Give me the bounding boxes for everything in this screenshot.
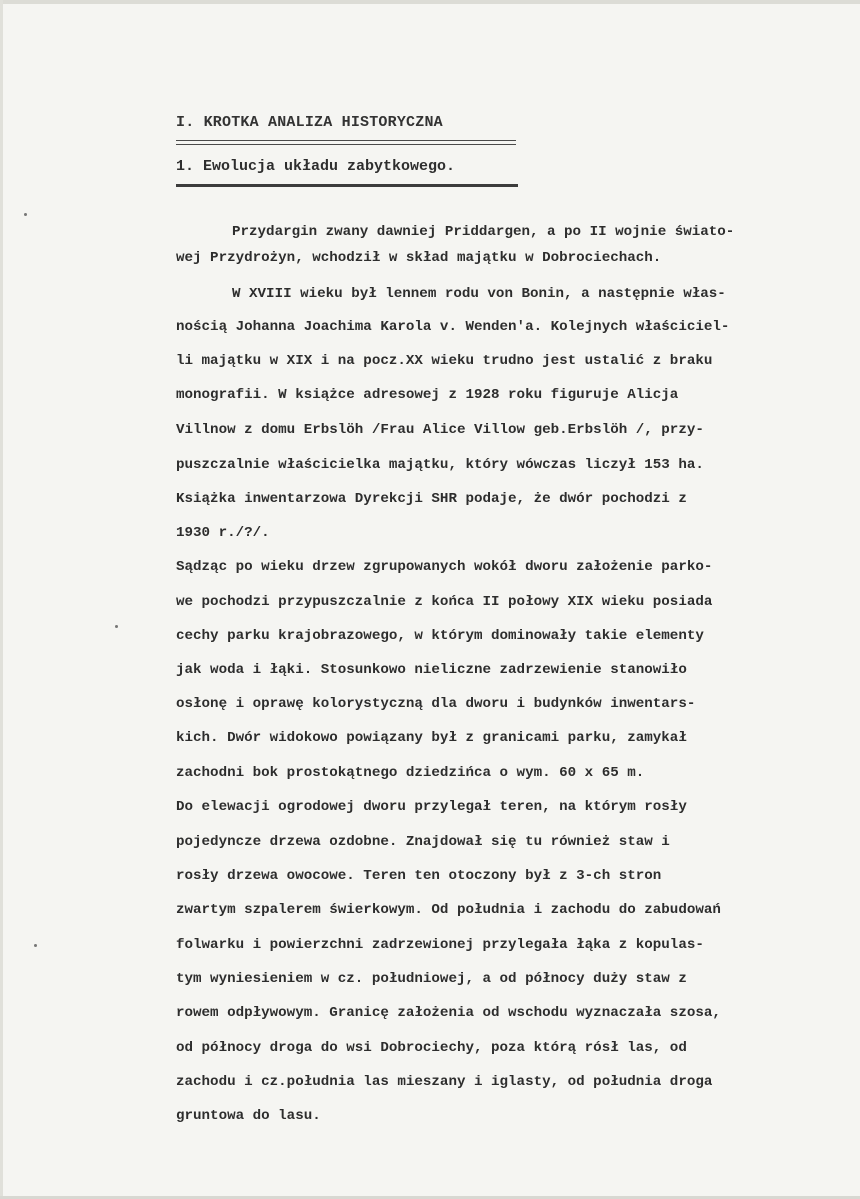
title-double-underline [176, 140, 516, 145]
text-line: osłonę i oprawę kolorystyczną dla dworu i budynków inwentars- [176, 696, 696, 712]
scan-speck [115, 625, 118, 628]
section-title: I. KROTKA ANALIZA HISTORYCZNA [176, 114, 443, 131]
text-line: W XVIII wieku był lennem rodu von Bonin, a następnie włas- [232, 286, 726, 302]
text-line: folwarku i powierzchni zadrzewionej przylegała łąka z kopulas- [176, 937, 704, 953]
scan-speck [34, 944, 37, 947]
text-line: wej Przydrożyn, wchodził w skład majątku w Dobrociechach. [176, 250, 662, 266]
subsection-title: 1. Ewolucja układu zabytkowego. [176, 158, 456, 175]
text-line: nością Johanna Joachima Karola v. Wenden'a. Kolejnych właściciel- [176, 319, 730, 335]
text-line: Do elewacji ogrodowej dworu przylegał teren, na którym rosły [176, 799, 687, 815]
text-line: Sądząc po wieku drzew zgrupowanych wokół dworu założenie parko- [176, 559, 713, 575]
text-line: od północy droga do wsi Dobrociechy, poza którą rósł las, od [176, 1040, 687, 1056]
text-line: monografii. W książce adresowej z 1928 roku figuruje Alicja [176, 387, 679, 403]
text-line: zachodni bok prostokątnego dziedzińca o wym. 60 x 65 m. [176, 765, 645, 781]
text-line: zachodu i cz.południa las mieszany i iglasty, od południa droga [176, 1074, 713, 1090]
text-line: jak woda i łąki. Stosunkowo nieliczne zadrzewienie stanowiło [176, 662, 687, 678]
text-line: cechy parku krajobrazowego, w którym dominowały takie elementy [176, 628, 704, 644]
text-line: zwartym szpalerem świerkowym. Od południa i zachodu do zabudowań [176, 902, 721, 918]
text-line: 1930 r./?/. [176, 525, 270, 541]
text-line: li majątku w XIX i na pocz.XX wieku trudno jest ustalić z braku [176, 353, 713, 369]
text-line: pojedyncze drzewa ozdobne. Znajdował się tu również staw i [176, 834, 670, 850]
text-line: Książka inwentarzowa Dyrekcji SHR podaje, że dwór pochodzi z [176, 491, 687, 507]
text-line: Villnow z domu Erbslöh /Frau Alice Villow geb.Erbslöh /, przy- [176, 422, 704, 438]
text-line: puszczalnie właścicielka majątku, który wówczas liczył 153 ha. [176, 457, 704, 473]
text-line: rosły drzewa owocowe. Teren ten otoczony był z 3-ch stron [176, 868, 662, 884]
scan-edge-top [0, 0, 860, 4]
subsection-underline [176, 184, 518, 187]
text-line: Przydargin zwany dawniej Priddargen, a po II wojnie świato- [232, 224, 735, 240]
text-line: rowem odpływowym. Granicę założenia od wschodu wyznaczała szosa, [176, 1005, 721, 1021]
text-line: kich. Dwór widokowo powiązany był z granicami parku, zamykał [176, 730, 687, 746]
text-line: we pochodzi przypuszczalnie z końca II połowy XIX wieku posiada [176, 594, 713, 610]
scan-edge-left [0, 0, 3, 1199]
text-line: tym wyniesieniem w cz. południowej, a od północy duży staw z [176, 971, 687, 987]
scan-speck [24, 213, 27, 216]
text-line: gruntowa do lasu. [176, 1108, 321, 1124]
